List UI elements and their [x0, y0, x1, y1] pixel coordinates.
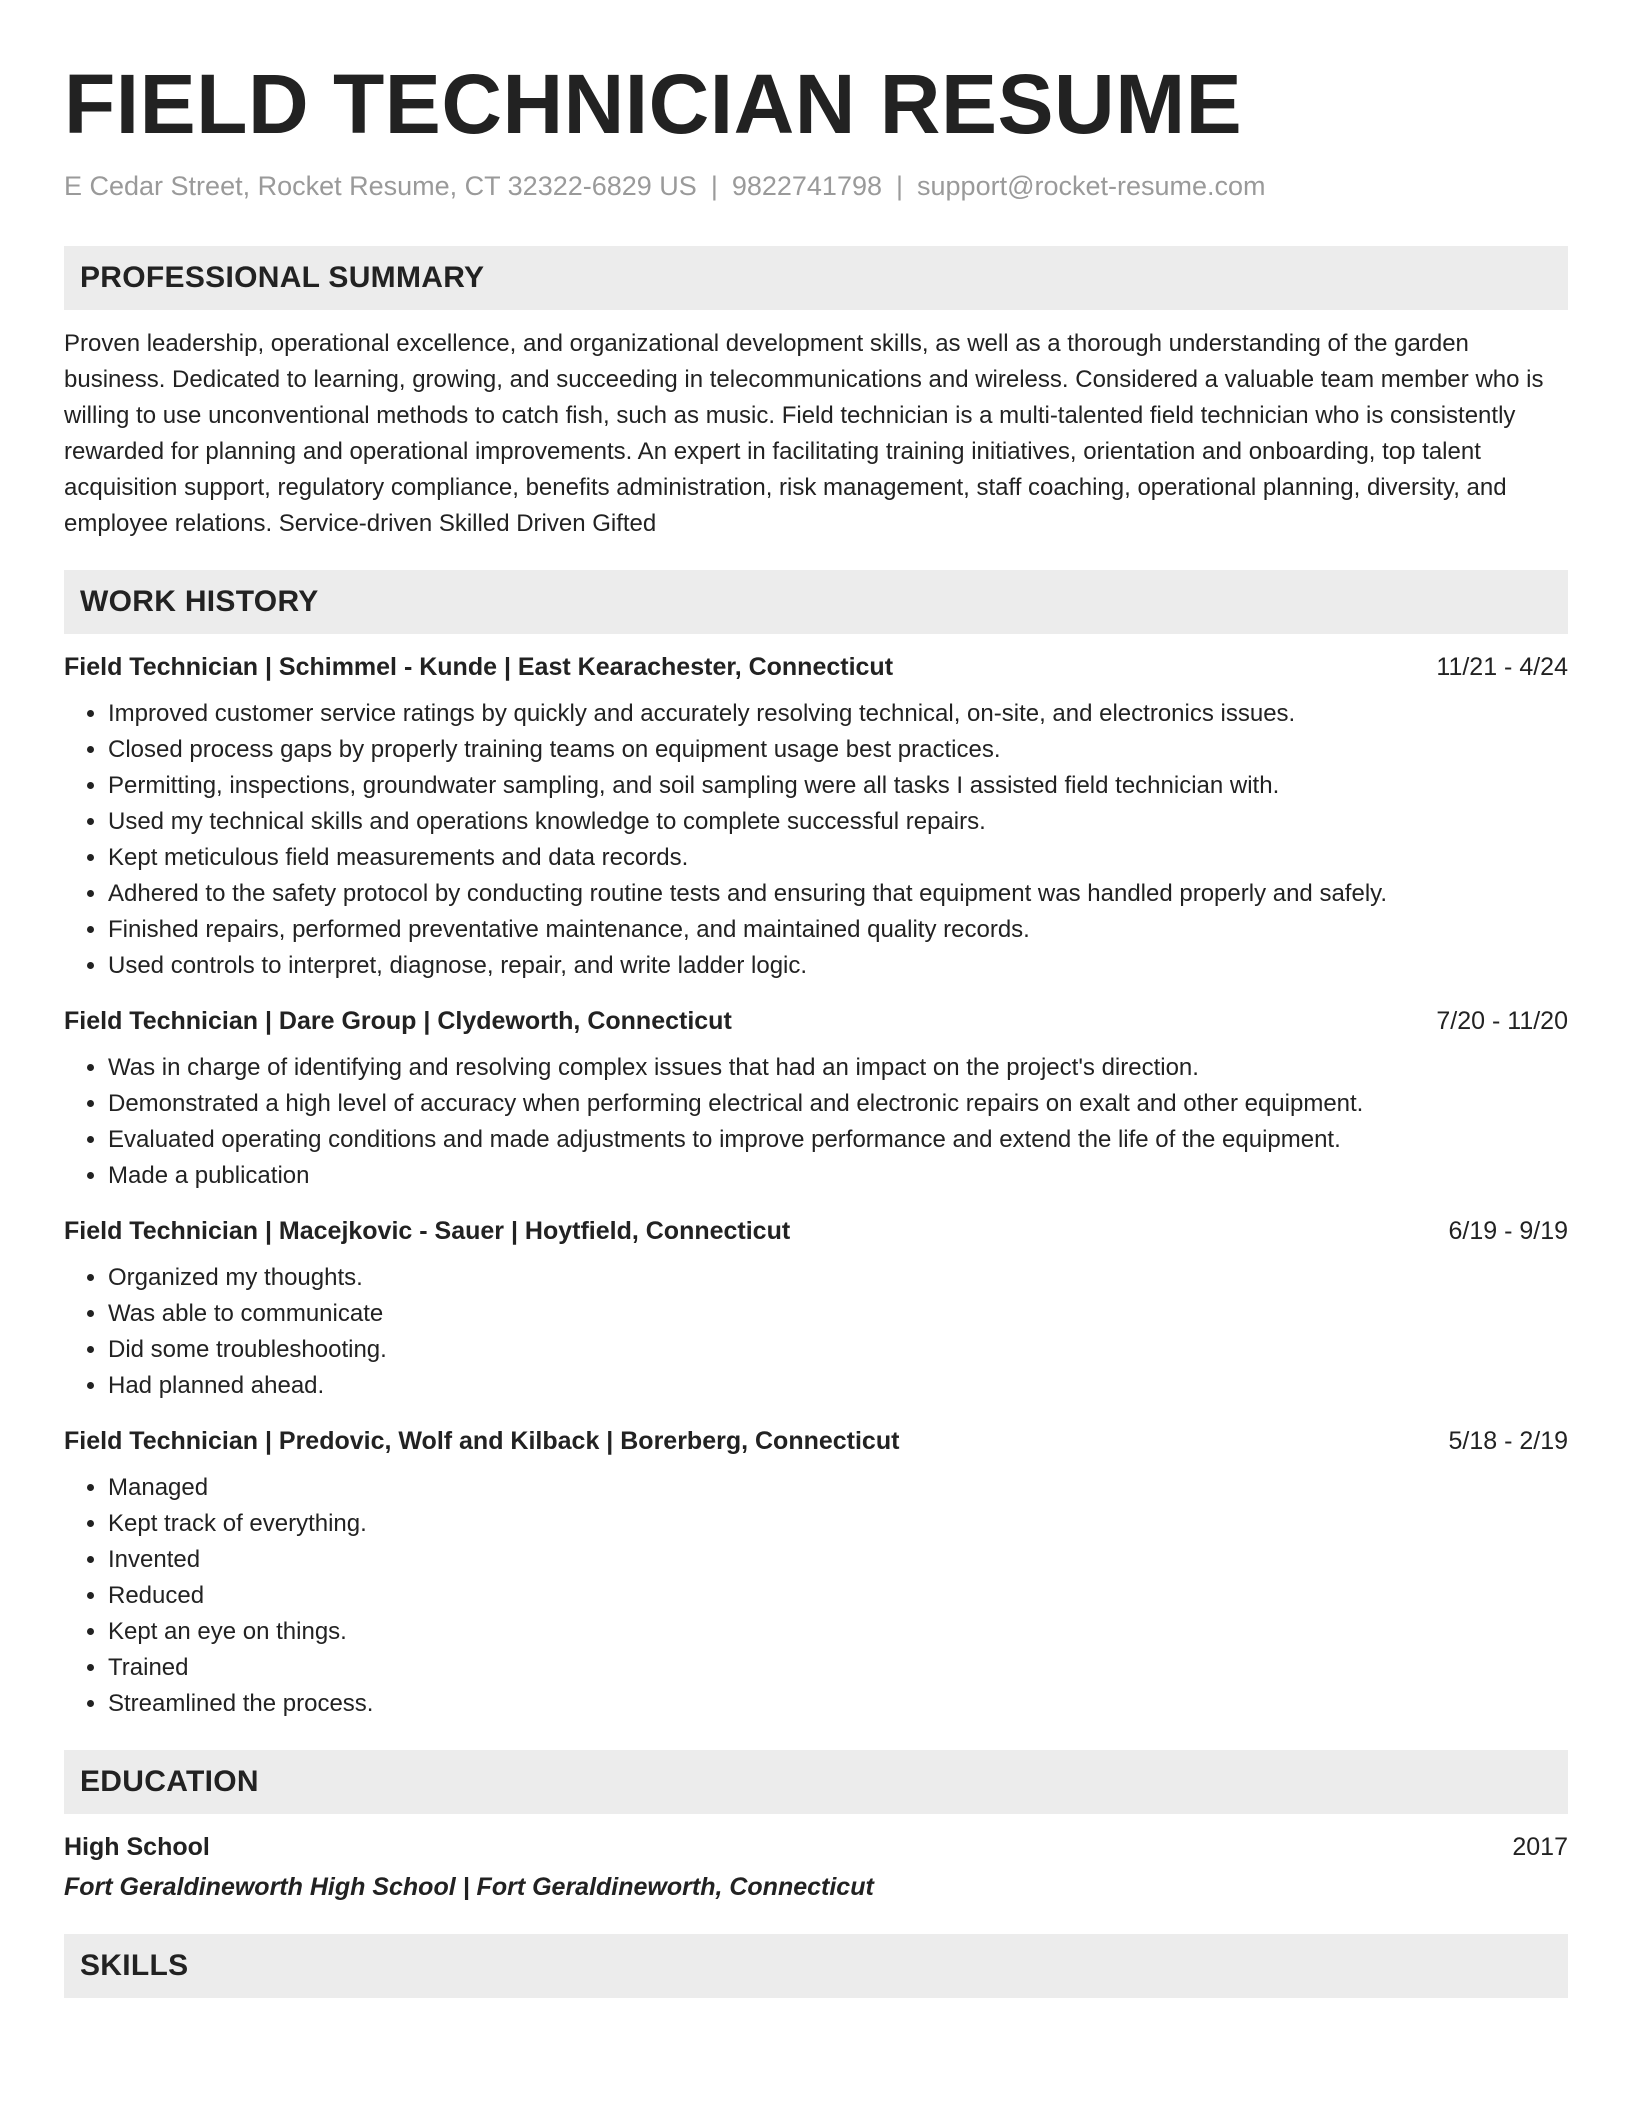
section-heading-education: EDUCATION	[64, 1750, 1568, 1814]
job-bullets	[64, 1260, 1568, 1404]
job-dates: 11/21 - 4/24	[1436, 653, 1568, 681]
job-header	[64, 1004, 1568, 1038]
contact-line	[64, 168, 1568, 204]
job-header	[64, 1424, 1568, 1458]
list-item: • Finished repairs, performed preventative maintenance, and maintained quality records.	[108, 912, 1568, 948]
education-year: 2017	[1512, 1833, 1568, 1861]
list-item: • Was in charge of identifying and resolving complex issues that had an impact on the project's direction.	[108, 1050, 1568, 1086]
job-bullets	[64, 1050, 1568, 1194]
contact-address: E Cedar Street, Rocket Resume, CT 32322-6829 US	[64, 171, 697, 201]
list-item: • Improved customer service ratings by quickly and accurately resolving technical, on-site, and electronics issues.	[108, 696, 1568, 732]
job-dates: 5/18 - 2/19	[1448, 1427, 1568, 1455]
job-title: Field Technician | Macejkovic - Sauer | Hoytfield, Connecticut	[64, 1217, 791, 1245]
resume-title: FIELD TECHNICIAN RESUME	[64, 57, 1243, 151]
section-heading-skills: SKILLS	[64, 1934, 1568, 1998]
list-item: • Closed process gaps by properly training teams on equipment usage best practices.	[108, 732, 1568, 768]
job-bullets	[64, 1470, 1568, 1722]
list-item: • Was able to communicate	[108, 1296, 1568, 1332]
list-item: • Kept an eye on things.	[108, 1614, 1568, 1650]
section-heading-work-history: WORK HISTORY	[64, 570, 1568, 634]
list-item: • Kept meticulous field measurements and data records.	[108, 840, 1568, 876]
contact-email: support@rocket-resume.com	[917, 171, 1266, 201]
education-school: Fort Geraldineworth High School | Fort Geraldineworth, Connecticut	[64, 1873, 874, 1901]
job-header	[64, 650, 1568, 684]
education-header	[64, 1830, 1568, 1864]
education-entry	[64, 1830, 1568, 1904]
contact-separator: |	[896, 171, 904, 201]
job-entry	[64, 650, 1568, 984]
list-item: • Kept track of everything.	[108, 1506, 1568, 1542]
list-item: • Had planned ahead.	[108, 1368, 1568, 1404]
job-header	[64, 1214, 1568, 1248]
list-item: • Made a publication	[108, 1158, 1568, 1194]
list-item: • Adhered to the safety protocol by conducting routine tests and ensuring that equipment was handled properly and safely.	[108, 876, 1568, 912]
job-entry	[64, 1004, 1568, 1194]
job-title: Field Technician | Schimmel - Kunde | East Kearachester, Connecticut	[64, 653, 894, 681]
list-item: • Streamlined the process.	[108, 1686, 1568, 1722]
job-title: Field Technician | Predovic, Wolf and Kilback | Borerberg, Connecticut	[64, 1427, 900, 1455]
job-title: Field Technician | Dare Group | Clydeworth, Connecticut	[64, 1007, 732, 1035]
list-item: • Used controls to interpret, diagnose, repair, and write ladder logic.	[108, 948, 1568, 984]
list-item: • Evaluated operating conditions and made adjustments to improve performance and extend the life of the equipment.	[108, 1122, 1568, 1158]
list-item: • Managed	[108, 1470, 1568, 1506]
job-entry	[64, 1214, 1568, 1404]
list-item: • Trained	[108, 1650, 1568, 1686]
list-item: • Organized my thoughts.	[108, 1260, 1568, 1296]
job-dates: 6/19 - 9/19	[1448, 1217, 1568, 1245]
job-dates: 7/20 - 11/20	[1436, 1007, 1568, 1035]
list-item: • Invented	[108, 1542, 1568, 1578]
list-item: • Reduced	[108, 1578, 1568, 1614]
list-item: • Did some troubleshooting.	[108, 1332, 1568, 1368]
section-heading-summary: PROFESSIONAL SUMMARY	[64, 246, 1568, 310]
education-degree: High School	[64, 1833, 210, 1861]
job-bullets	[64, 696, 1568, 984]
contact-separator: |	[710, 171, 718, 201]
list-item: • Permitting, inspections, groundwater sampling, and soil sampling were all tasks I assisted field technician with.	[108, 768, 1568, 804]
list-item: • Used my technical skills and operations knowledge to complete successful repairs.	[108, 804, 1568, 840]
contact-phone: 9822741798	[731, 171, 882, 201]
list-item: • Demonstrated a high level of accuracy when performing electrical and electronic repairs on exalt and other equipment.	[108, 1086, 1568, 1122]
summary-text: Proven leadership, operational excellence, and organizational development skills, as well as a thorough understanding of the garden business. Dedicated to learning, growing, and succeeding in telecommunications and wireless. Considered a valuable team member who is willing to use unconventional methods to catch fish, such as music. Field technician is a multi-talented field technician who is consistently rewarded for planning and operational improvements. An expert in facilitating training initiatives, orientation and onboarding, top talent acquisition support, regulatory compliance, benefits administration, risk management, staff coaching, operational planning, diversity, and employee relations. Service-driven Skilled Driven Gifted	[64, 330, 1544, 537]
job-entry	[64, 1424, 1568, 1722]
